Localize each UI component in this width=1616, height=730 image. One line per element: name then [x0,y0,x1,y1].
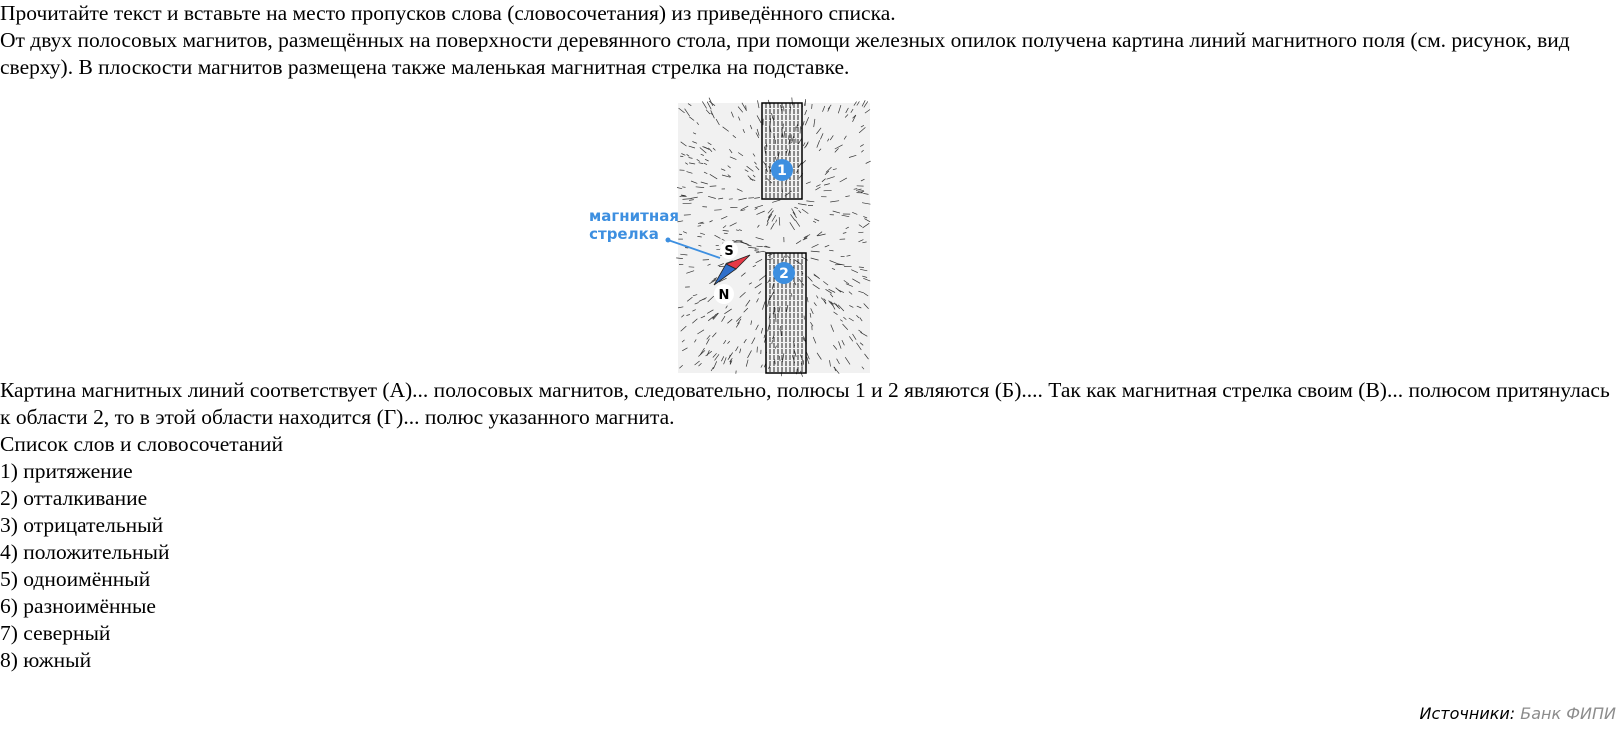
list-item: 3) отрицательный [0,513,164,537]
iron-filing [812,104,813,109]
task-instruction: Прочитайте текст и вставьте на место пропусков слова (словосочетания) из приведённого списка. [0,1,896,25]
figure-area [0,81,1616,377]
source-line [1420,704,1616,724]
list-item: 5) одноимённый [0,567,151,591]
iron-filing [710,186,717,187]
arrow-label-line2: стрелка [589,225,659,243]
iron-filing [714,210,721,211]
arrow-label-line1: магнитная [589,207,679,225]
pole-2-label: 2 [779,266,789,282]
magnetic-field-figure [589,103,900,373]
list-item: 2) отталкивание [0,486,148,510]
iron-filing [859,267,864,268]
iron-filing [679,234,682,235]
task-intro: От двух полосовых магнитов, размещённых на поверхности деревянного стола, при помощи железных опилок получена картина линий магнитного поля (см. рисунок, вид сверху). В плоскости магнитов размещена также маленькая магнитная стрелка на подставке. [0,28,1570,79]
iron-filing [858,232,863,233]
list-item: 6) разноимённые [0,594,156,618]
source-link[interactable]: Банк ФИПИ [1520,704,1616,723]
list-item: 4) положительный [0,540,170,564]
source-label: Источники: [1419,704,1516,723]
magnet-1 [762,103,802,199]
list-item: 7) северный [0,621,111,645]
list-item: 1) притяжение [0,459,133,483]
north-badge [714,284,734,304]
pole-2-marker [773,262,795,284]
north-label: N [718,288,730,303]
iron-filing [683,203,692,204]
south-badge [720,241,738,259]
options-list [0,458,1616,674]
list-item: 8) южный [0,648,92,672]
iron-filing [824,190,832,191]
iron-filing [680,156,683,157]
south-label: S [724,244,734,259]
task-text: Картина магнитных линий соответствует (А)... полосовых магнитов, следовательно, полюсы 1 и 2 являются (Б).... Так как магнитная стрелка своим (В)... полюсом притянулась к области 2, то в этой области находится (Г)... полюс указанного магнита. [0,378,1610,429]
pole-1-label: 1 [777,163,787,179]
list-title: Список слов и словосочетаний [0,432,284,456]
pole-1-marker [771,159,793,181]
